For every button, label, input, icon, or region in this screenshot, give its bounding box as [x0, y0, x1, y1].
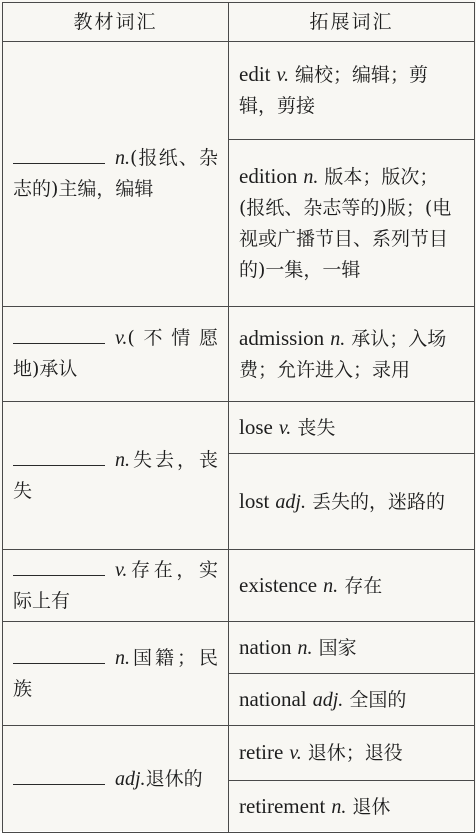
word-meaning: 丢失的，迷路的: [312, 490, 446, 513]
word-meaning: 退休的: [145, 767, 203, 790]
extended-word: existence: [239, 572, 318, 597]
extended-word: nation: [239, 634, 292, 659]
vocabulary-table: [2, 2, 475, 833]
extended-word-cell: [229, 140, 475, 307]
extended-word-cell: [229, 454, 475, 550]
extended-word: retirement: [239, 793, 326, 818]
word-meaning: 国家: [318, 636, 357, 659]
answer-blank[interactable]: [13, 766, 105, 785]
word-meaning: 失去，丧失: [13, 448, 218, 502]
table-header-row: [3, 3, 475, 42]
part-of-speech: adj.: [275, 490, 306, 513]
word-meaning: 承认；入场费；允许进入；录用: [239, 327, 447, 381]
part-of-speech: v.: [276, 64, 289, 86]
extended-word-cell: [229, 550, 475, 622]
extended-word-cell: [229, 307, 475, 402]
header-extended-vocab: 拓展词汇: [229, 3, 475, 42]
word-meaning: (报纸、杂志的)主编，编辑: [13, 147, 218, 200]
word-meaning: 版本；版次；(报纸、杂志等的)版；(电视或广播节目、系列节目的)一集，一辑: [239, 165, 452, 281]
part-of-speech: n.: [115, 646, 130, 669]
textbook-word-cell: [3, 402, 229, 550]
extended-word-cell: [229, 402, 475, 454]
part-of-speech: n.: [330, 327, 346, 350]
table-row: [3, 307, 475, 402]
extended-word-cell: [229, 42, 475, 140]
answer-blank[interactable]: [13, 145, 105, 164]
word-meaning: 退休；退役: [307, 742, 403, 764]
extended-word-cell: [229, 674, 475, 726]
part-of-speech: v.: [289, 742, 302, 764]
part-of-speech: v.: [115, 558, 128, 581]
table-row: [3, 550, 475, 622]
extended-word: edition: [239, 163, 298, 188]
word-meaning: 全国的: [349, 688, 407, 711]
table-row: [3, 622, 475, 674]
textbook-word-cell: [3, 622, 229, 726]
part-of-speech: adj.: [115, 767, 146, 790]
answer-blank[interactable]: [13, 645, 105, 664]
table-row: [3, 402, 475, 454]
extended-word: national: [239, 686, 307, 711]
extended-word-cell: [229, 781, 475, 833]
word-meaning: 存在: [344, 574, 383, 597]
answer-blank[interactable]: [13, 447, 105, 466]
part-of-speech: v.: [278, 416, 292, 439]
extended-word: retire: [239, 740, 284, 764]
extended-word-cell: [229, 726, 475, 781]
part-of-speech: v.: [115, 327, 128, 349]
word-meaning: 编校；编辑；剪辑，剪接: [239, 64, 429, 117]
part-of-speech: n.: [323, 574, 339, 597]
answer-blank[interactable]: [13, 557, 105, 576]
extended-word: lost: [239, 488, 270, 513]
part-of-speech: n.: [115, 147, 130, 169]
part-of-speech: n.: [115, 448, 130, 471]
textbook-word-cell: [3, 550, 229, 622]
part-of-speech: adj.: [312, 688, 344, 711]
extended-word: edit: [239, 62, 271, 86]
word-meaning: (不情愿地)承认: [13, 327, 218, 380]
textbook-word-cell: [3, 42, 229, 307]
word-meaning: 国籍；民族: [13, 646, 218, 700]
table-row: [3, 42, 475, 140]
textbook-word-cell: [3, 726, 229, 833]
textbook-word-cell: [3, 307, 229, 402]
extended-word-cell: [229, 622, 475, 674]
word-meaning: 存在，实际上有: [13, 558, 218, 612]
part-of-speech: n.: [331, 795, 347, 818]
answer-blank[interactable]: [13, 325, 105, 344]
word-meaning: 丧失: [297, 416, 336, 439]
word-meaning: 退休: [352, 795, 391, 818]
extended-word: admission: [239, 325, 325, 350]
table-row: [3, 726, 475, 781]
extended-word: lose: [239, 414, 273, 439]
part-of-speech: n.: [297, 636, 313, 659]
part-of-speech: n.: [303, 165, 319, 188]
header-textbook-vocab: 教材词汇: [3, 3, 229, 42]
